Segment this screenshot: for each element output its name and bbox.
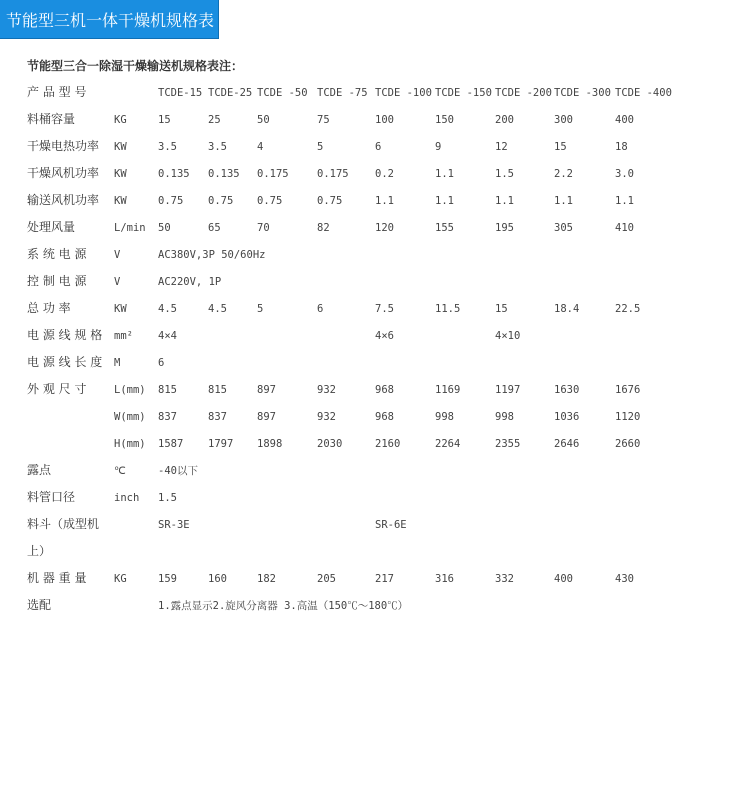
table-cell: 200 [495, 114, 514, 126]
row-unit: H(mm) [114, 438, 146, 450]
table-cell: 12 [495, 141, 508, 153]
spec-table [27, 79, 727, 619]
table-cell: 1.5 [495, 168, 514, 180]
table-cell: 6 [375, 141, 382, 153]
table-cell: 0.135 [208, 168, 240, 180]
row-unit: KW [114, 195, 127, 207]
table-cell: 1036 [554, 411, 580, 423]
table-cell: 120 [375, 222, 394, 234]
table-row [27, 112, 727, 139]
table-cell: 400 [554, 573, 573, 585]
table-cell: 1630 [554, 384, 580, 396]
table-row [27, 409, 727, 436]
table-cell: 4.5 [208, 303, 227, 315]
table-cell: 159 [158, 573, 177, 585]
table-cell: 9 [435, 141, 442, 153]
table-cell: 968 [375, 411, 394, 423]
table-cell: 3.5 [208, 141, 227, 153]
page-title: 节能型三机一体干燥机规格表 [6, 11, 215, 30]
table-cell: 998 [495, 411, 514, 423]
table-cell: 217 [375, 573, 394, 585]
row-label: 干燥风机功率 [27, 166, 100, 180]
table-row [27, 328, 727, 355]
row-unit: ℃ [114, 465, 126, 477]
table-cell: 100 [375, 114, 394, 126]
table-cell: 1.5 [158, 492, 177, 504]
table-cell: 0.175 [317, 168, 349, 180]
table-cell: 1.1 [554, 195, 573, 207]
table-cell: 1676 [615, 384, 641, 396]
table-cell: 4×10 [495, 330, 521, 342]
table-cell: 316 [435, 573, 454, 585]
table-cell: 2160 [375, 438, 401, 450]
row-unit: W(mm) [114, 411, 146, 423]
table-cell: 837 [158, 411, 177, 423]
table-cell: TCDE -100 [375, 87, 432, 99]
table-cell: 155 [435, 222, 454, 234]
table-cell: 1.1 [435, 195, 454, 207]
table-cell: 0.175 [257, 168, 289, 180]
table-row [27, 571, 727, 598]
table-cell: TCDE -300 [554, 87, 611, 99]
row-label: 产 品 型 号 [27, 85, 87, 99]
table-row [27, 220, 727, 247]
table-cell: 75 [317, 114, 330, 126]
table-cell: 4×4 [158, 330, 177, 342]
table-cell: 18 [615, 141, 628, 153]
table-cell: 15 [158, 114, 171, 126]
table-cell: 932 [317, 411, 336, 423]
table-cell: -40以下 [158, 465, 198, 477]
table-cell: 11.5 [435, 303, 461, 315]
table-cell: AC380V,3P 50/60Hz [158, 249, 266, 261]
table-cell: TCDE-25 [208, 87, 253, 99]
table-row [27, 517, 727, 544]
table-cell: 332 [495, 573, 514, 585]
table-cell: 2.2 [554, 168, 573, 180]
row-unit: L(mm) [114, 384, 146, 396]
row-label: 料桶容量 [27, 112, 76, 126]
row-unit: KG [114, 114, 127, 126]
table-cell: 3.5 [158, 141, 177, 153]
table-cell: TCDE-15 [158, 87, 203, 99]
table-cell: 50 [257, 114, 270, 126]
table-row [27, 247, 727, 274]
table-cell: 4.5 [158, 303, 177, 315]
table-row [27, 85, 727, 112]
table-cell: 1197 [495, 384, 521, 396]
row-label: 系 统 电 源 [27, 247, 87, 261]
table-cell: 305 [554, 222, 573, 234]
table-row [27, 301, 727, 328]
table-cell: 815 [158, 384, 177, 396]
table-cell: 1.1 [615, 195, 634, 207]
table-cell: TCDE -400 [615, 87, 672, 99]
table-cell: 815 [208, 384, 227, 396]
table-cell: 897 [257, 384, 276, 396]
table-row [27, 382, 727, 409]
table-cell: 2646 [554, 438, 580, 450]
table-row [27, 274, 727, 301]
table-cell: 1898 [257, 438, 283, 450]
table-cell: SR-6E [375, 519, 407, 531]
row-unit: L/min [114, 222, 146, 234]
row-label: 上） [27, 544, 52, 558]
table-cell: 2264 [435, 438, 461, 450]
table-cell: 6 [158, 357, 165, 369]
table-row [27, 490, 727, 517]
table-cell: 837 [208, 411, 227, 423]
table-cell: 15 [495, 303, 508, 315]
table-cell: 205 [317, 573, 336, 585]
row-unit: mm² [114, 330, 133, 342]
row-label: 料斗（成型机 [27, 517, 100, 531]
table-row [27, 355, 727, 382]
table-cell: 998 [435, 411, 454, 423]
table-cell: 897 [257, 411, 276, 423]
row-unit: KG [114, 573, 127, 585]
table-subtitle: 节能型三合一除湿干燥输送机规格表注： [27, 59, 244, 73]
table-cell: 18.4 [554, 303, 580, 315]
table-row [27, 544, 727, 571]
table-cell: 0.75 [317, 195, 343, 207]
table-cell: 22.5 [615, 303, 641, 315]
row-label: 总 功 率 [27, 301, 71, 315]
table-cell: 1.1 [375, 195, 394, 207]
table-cell: 968 [375, 384, 394, 396]
table-row [27, 193, 727, 220]
table-cell: 70 [257, 222, 270, 234]
row-label: 选配 [27, 598, 52, 612]
row-unit: KW [114, 168, 127, 180]
table-cell: 1120 [615, 411, 641, 423]
table-row [27, 139, 727, 166]
table-cell: 0.75 [257, 195, 283, 207]
table-cell: 160 [208, 573, 227, 585]
table-cell: 50 [158, 222, 171, 234]
row-label: 机 器 重 量 [27, 571, 87, 585]
row-unit: KW [114, 303, 127, 315]
row-unit: V [114, 276, 121, 288]
row-label: 电 源 线 规 格 [27, 328, 103, 342]
table-cell: 0.75 [208, 195, 234, 207]
table-row [27, 166, 727, 193]
table-row [27, 463, 727, 490]
table-cell: 82 [317, 222, 330, 234]
row-label: 处理风量 [27, 220, 76, 234]
table-cell: 195 [495, 222, 514, 234]
row-label: 控 制 电 源 [27, 274, 87, 288]
page-header [0, 0, 219, 39]
table-cell: 5 [257, 303, 264, 315]
table-cell: 4 [257, 141, 264, 153]
table-cell: 400 [615, 114, 634, 126]
table-cell: 1.1 [435, 168, 454, 180]
table-cell: 1.露点显示2.旋风分离器 3.高温（150℃～180℃） [158, 600, 409, 612]
table-cell: 150 [435, 114, 454, 126]
table-cell: 410 [615, 222, 634, 234]
row-label: 露点 [27, 463, 52, 477]
table-cell: SR-3E [158, 519, 190, 531]
row-label: 输送风机功率 [27, 193, 100, 207]
table-cell: TCDE -200 [495, 87, 552, 99]
table-cell: 6 [317, 303, 324, 315]
table-cell: 5 [317, 141, 324, 153]
table-cell: 1797 [208, 438, 234, 450]
table-cell: 3.0 [615, 168, 634, 180]
table-cell: 2660 [615, 438, 641, 450]
row-unit: inch [114, 492, 140, 504]
table-cell: TCDE -75 [317, 87, 368, 99]
table-cell: 0.135 [158, 168, 190, 180]
row-unit: KW [114, 141, 127, 153]
row-label: 料管口径 [27, 490, 76, 504]
table-cell: 2030 [317, 438, 343, 450]
table-cell: 1587 [158, 438, 184, 450]
table-row [27, 436, 727, 463]
table-cell: 430 [615, 573, 634, 585]
row-unit: V [114, 249, 121, 261]
table-cell: 4×6 [375, 330, 394, 342]
table-cell: 25 [208, 114, 221, 126]
table-cell: 65 [208, 222, 221, 234]
table-cell: 2355 [495, 438, 521, 450]
table-cell: 15 [554, 141, 567, 153]
table-cell: 1169 [435, 384, 461, 396]
table-cell: TCDE -150 [435, 87, 492, 99]
table-cell: 0.75 [158, 195, 184, 207]
table-cell: 182 [257, 573, 276, 585]
row-label: 外 观 尺 寸 [27, 382, 87, 396]
table-row [27, 598, 727, 625]
table-cell: AC220V, 1P [158, 276, 222, 288]
table-cell: TCDE -50 [257, 87, 308, 99]
table-cell: 932 [317, 384, 336, 396]
table-cell: 7.5 [375, 303, 394, 315]
table-cell: 0.2 [375, 168, 394, 180]
row-label: 电 源 线 长 度 [27, 355, 103, 369]
table-cell: 300 [554, 114, 573, 126]
table-cell: 1.1 [495, 195, 514, 207]
row-unit: M [114, 357, 121, 369]
row-label: 干燥电热功率 [27, 139, 100, 153]
